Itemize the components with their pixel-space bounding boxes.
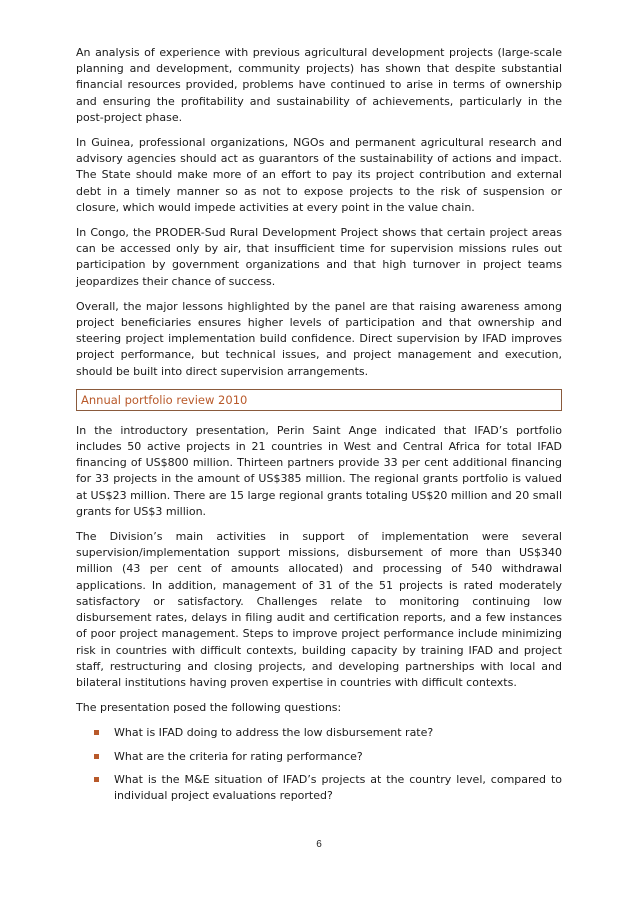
section-heading: Annual portfolio review 2010 bbox=[76, 389, 562, 411]
document-body bbox=[76, 45, 562, 811]
square-bullet-icon bbox=[94, 777, 99, 782]
list-item bbox=[76, 772, 562, 804]
square-bullet-icon bbox=[94, 754, 99, 759]
paragraph-congo: In Congo, the PRODER-Sud Rural Development Project shows that certain project areas can be accessed only by air, that insufficient time for supervision missions rules out participation by government organizations and that high turnover in project teams jeopardizes their chance of success. bbox=[76, 226, 562, 288]
list-item-text: What is IFAD doing to address the low disbursement rate? bbox=[114, 726, 434, 740]
paragraph-questions-intro: The presentation posed the following questions: bbox=[76, 701, 342, 715]
paragraph-analysis: An analysis of experience with previous agricultural development projects (large-scale planning and development, community projects) has shown that despite substantial financial resources provided, problems have continued to arise in terms of ownership and ensuring the profitability and sustainability of achievements, particularly in the post-project phase. bbox=[76, 46, 562, 124]
list-item-text: What is the M&E situation of IFAD’s projects at the country level, compared to individual project evaluations reported? bbox=[114, 772, 562, 802]
paragraph-intro-presentation: In the introductory presentation, Perin Saint Ange indicated that IFAD’s portfolio includes 50 active projects in 21 countries in West and Central Africa for total IFAD financing of US$800 million. Thirteen partners provide 33 per cent additional financing for 33 projects in the amount of US$385 million. The regional grants portfolio is valued at US$23 million. There are 15 large regional grants totaling US$20 million and 20 small grants for US$3 million. bbox=[76, 423, 563, 518]
page-number: 6 bbox=[316, 839, 322, 850]
questions-list bbox=[76, 725, 562, 804]
square-bullet-icon bbox=[94, 730, 99, 735]
list-item bbox=[76, 725, 562, 741]
list-item-text: What are the criteria for rating performance? bbox=[114, 749, 363, 763]
paragraph-guinea: In Guinea, professional organizations, NGOs and permanent agricultural research and advisory agencies should act as guarantors of the sustainability of actions and impact. The State should make more of an effort to pay its project contribution and external debt in a timely manner so as not to expose projects to the risk of suspension or closure, which would impede activities at every point in the value chain. bbox=[76, 136, 562, 214]
paragraph-division-activities: The Division’s main activities in support of implementation were several supervision/implementation support missions, disbursement of more than US$340 million (43 per cent of amounts allocated) and processing of 540 withdrawal applications. In addition, management of 31 of the 51 projects is rated moderately satisfactory or satisfactory. Challenges relate to monitoring continuing low disbursement rates, delays in filing audit and certification reports, and a few instances of poor project management. Steps to improve project performance include minimizing risk in countries with difficult contexts, building capacity by training IFAD and project staff, restructuring and closing projects, and developing partnerships with local and bilateral institutions having proven expertise in countries with difficult contexts. bbox=[76, 530, 562, 689]
paragraph-overall: Overall, the major lessons highlighted by the panel are that raising awareness among project beneficiaries ensures higher levels of participation and that ownership and steering project implementation build confidence. Direct supervision by IFAD improves project performance, but technical issues, and project management and execution, should be built into direct supervision arrangements. bbox=[76, 299, 562, 378]
list-item bbox=[76, 749, 562, 765]
